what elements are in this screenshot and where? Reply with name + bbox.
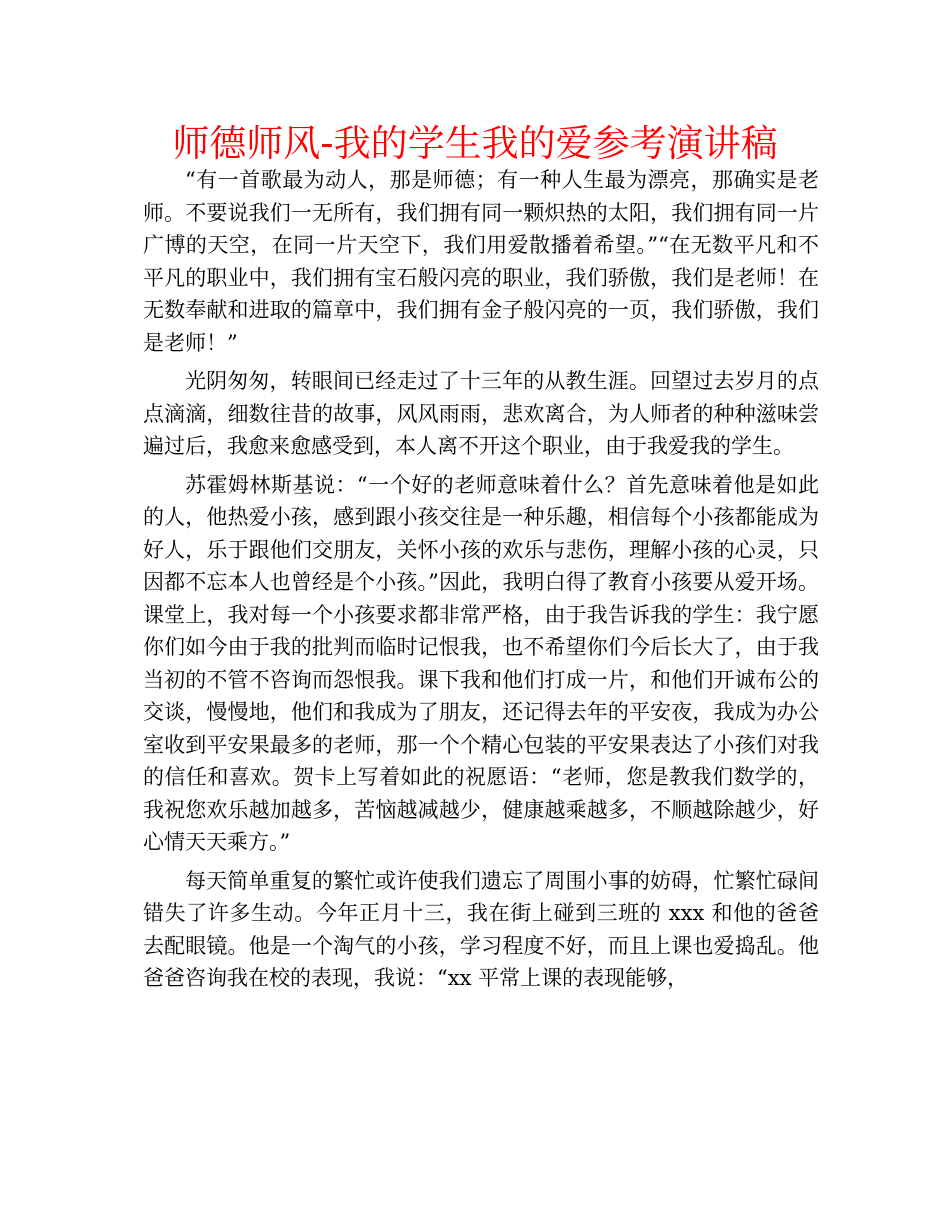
document-body: [143, 164, 819, 995]
paragraph-intro: “有一首歌最为动人，那是师德；有一种人生最为漂亮，那确实是老师。不要说我们一无所有，我们拥有同一颗炽热的太阳，我们拥有同一片广博的天空，在同一片天空下，我们用爱散播着希望。”“在无数平凡和不平凡的职业中，我们拥有宝石般闪亮的职业，我们骄傲，我们是老师！在无数奉献和进取的篇章中，我们拥有金子般闪亮的一页，我们骄傲，我们是老师！”: [143, 168, 819, 355]
paragraph-sukhomlinsky: 苏霍姆林斯基说：“一个好的老师意味着什么？首先意味着他是如此的人，他热爱小孩，感到跟小孩交往是一种乐趣，相信每个小孩都能成为好人，乐于跟他们交朋友，关怀小孩的欢乐与悲伤，理解小孩的心灵，只因都不忘本人也曾经是个小孩。”因此，我明白得了教育小孩要从爱开场。课堂上，我对每一个小孩要求都非常严格，由于我告诉我的学生：我宁愿你们如今由于我的批判而临时记恨我，也不希望你们今后长大了，由于我当初的不管不咨询而怨恨我。课下我和他们打成一片，和他们开诚布公的交谈，慢慢地，他们和我成为了朋友，还记得去年的平安夜，我成为办公室收到平安果最多的老师，那一个个精心包装的平安果表达了小孩们对我的信任和喜欢。贺卡上写着如此的祝愿语：“老师，您是教我们数学的，我祝您欢乐越加越多，苦恼越减越少，健康越乘越多，不顺越除越少，好心情天天乘方。”: [143, 472, 819, 854]
document-title: 师德师风-我的学生我的爱参考演讲稿: [172, 122, 778, 165]
paragraph-teaching-career: 光阴匆匆，转眼间已经走过了十三年的从教生涯。回望过去岁月的点点滴滴，细数往昔的故事，风风雨雨，悲欢离合，为人师者的种种滋味尝遍过后，我愈来愈感受到，本人离不开这个职业，由于我爱我的学生。: [143, 369, 819, 458]
paragraph-daily-routine: 每天简单重复的繁忙或许使我们遗忘了周围小事的妨碍，忙繁忙碌间错失了许多生动。今年正月十三，我在街上碰到三班的 xxx 和他的爸爸去配眼镜。他是一个淘气的小孩，学习程度不好，而且上课也爱捣乱。他爸爸咨询我在校的表现，我说：“xx 平常上课的表现能够，: [143, 868, 819, 990]
